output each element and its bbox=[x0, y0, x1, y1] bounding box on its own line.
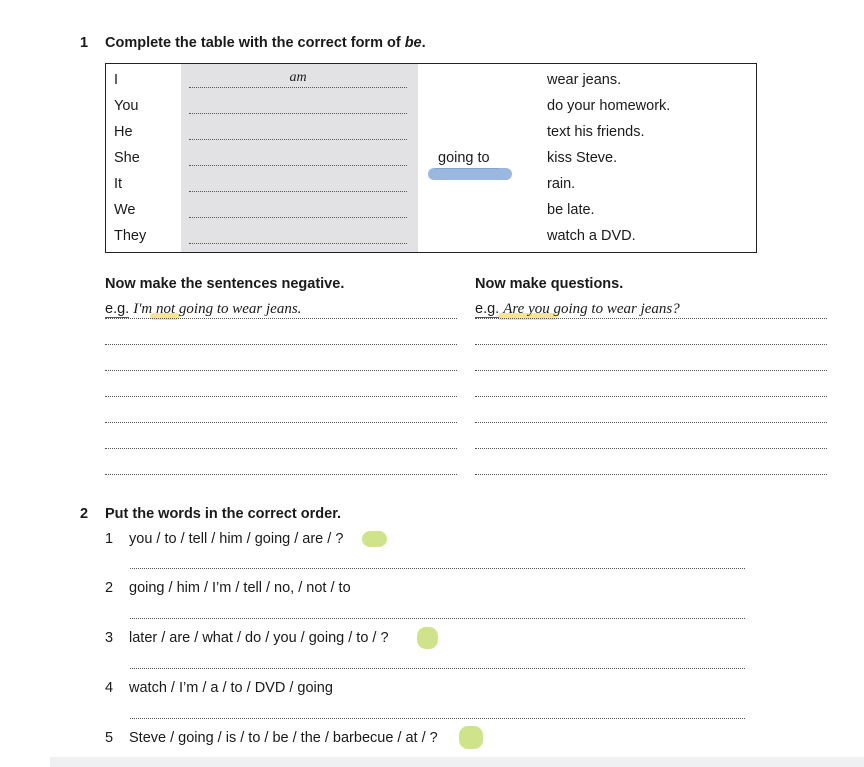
negative-heading: Now make the sentences negative. bbox=[105, 276, 345, 292]
question-example-text: Are you going to wear jeans? bbox=[503, 301, 680, 317]
negative-answer-line[interactable] bbox=[105, 344, 457, 345]
green-highlight-mark bbox=[362, 531, 387, 547]
order-item: 4 watch / I’m / a / to / DVD / going bbox=[105, 680, 333, 696]
question-answer-line[interactable] bbox=[475, 396, 827, 397]
eg-label: e.g. bbox=[475, 301, 500, 317]
negative-answer-line[interactable] bbox=[105, 474, 457, 475]
exercise-2-title: 2 Put the words in the correct order. bbox=[80, 506, 342, 522]
verb-phrase: watch a DVD. bbox=[547, 228, 636, 244]
answer-blank[interactable] bbox=[189, 191, 407, 192]
negative-answer-line[interactable] bbox=[105, 370, 457, 371]
subject: It bbox=[114, 176, 123, 192]
order-answer-line[interactable] bbox=[130, 618, 745, 619]
page-bottom-edge bbox=[50, 757, 864, 767]
table-row bbox=[106, 197, 756, 223]
subject: You bbox=[114, 98, 139, 114]
verb-phrase: do your homework. bbox=[547, 98, 671, 114]
table-row bbox=[106, 171, 756, 197]
question-answer-line[interactable] bbox=[475, 370, 827, 371]
negative-answer-line[interactable] bbox=[105, 396, 457, 397]
order-item: 1 you / to / tell / him / going / are / ? bbox=[105, 531, 344, 547]
answer-blank[interactable] bbox=[189, 113, 407, 114]
answer-blank[interactable] bbox=[189, 217, 407, 218]
verb-phrase: wear jeans. bbox=[547, 72, 622, 88]
eg-label: e.g. bbox=[105, 301, 130, 317]
be-table bbox=[105, 63, 757, 253]
green-highlight-mark bbox=[417, 627, 438, 649]
subject: She bbox=[114, 150, 140, 166]
table-row bbox=[106, 67, 756, 93]
answer-blank[interactable] bbox=[189, 165, 407, 166]
table-row bbox=[106, 93, 756, 119]
subject: We bbox=[114, 202, 136, 218]
negative-example-line bbox=[105, 318, 457, 319]
answer-example: am bbox=[289, 70, 307, 85]
question-answer-line[interactable] bbox=[475, 448, 827, 449]
table-row bbox=[106, 119, 756, 145]
question-answer-line[interactable] bbox=[475, 474, 827, 475]
negative-example bbox=[105, 301, 301, 318]
subject: He bbox=[114, 124, 133, 140]
order-item: 5 Steve / going / is / to / be / the / barbecue / at / ? bbox=[105, 730, 438, 746]
question-heading: Now make questions. bbox=[475, 276, 624, 292]
table-row bbox=[106, 223, 756, 249]
negative-answer-line[interactable] bbox=[105, 422, 457, 423]
order-item: 3 later / are / what / do / you / going / to / ? bbox=[105, 630, 389, 646]
table-row bbox=[106, 145, 756, 171]
exercise-2-number: 2 bbox=[80, 506, 89, 522]
green-highlight-mark bbox=[459, 726, 483, 749]
verb-phrase: rain. bbox=[547, 176, 576, 192]
exercise-1-title: 1 Complete the table with the correct form of be. bbox=[80, 35, 426, 51]
verb-phrase: text his friends. bbox=[547, 124, 645, 140]
order-item: 2 going / him / I’m / tell / no, / not / to bbox=[105, 580, 351, 596]
question-answer-line[interactable] bbox=[475, 422, 827, 423]
going-to-label: going to bbox=[438, 150, 490, 166]
exercise-1-number: 1 bbox=[80, 35, 89, 51]
question-example-line bbox=[475, 318, 827, 319]
negative-example-text: I'm not going to wear jeans. bbox=[133, 301, 302, 317]
answer-blank[interactable] bbox=[189, 243, 407, 244]
negative-answer-line[interactable] bbox=[105, 448, 457, 449]
question-answer-line[interactable] bbox=[475, 344, 827, 345]
answer-blank[interactable] bbox=[189, 87, 407, 88]
verb-phrase: be late. bbox=[547, 202, 595, 218]
subject: I bbox=[114, 72, 119, 88]
subject: They bbox=[114, 228, 147, 244]
order-answer-line[interactable] bbox=[130, 718, 745, 719]
order-answer-line[interactable] bbox=[130, 568, 745, 569]
verb-phrase: kiss Steve. bbox=[547, 150, 618, 166]
answer-blank[interactable] bbox=[189, 139, 407, 140]
order-answer-line[interactable] bbox=[130, 668, 745, 669]
question-example bbox=[475, 301, 680, 318]
